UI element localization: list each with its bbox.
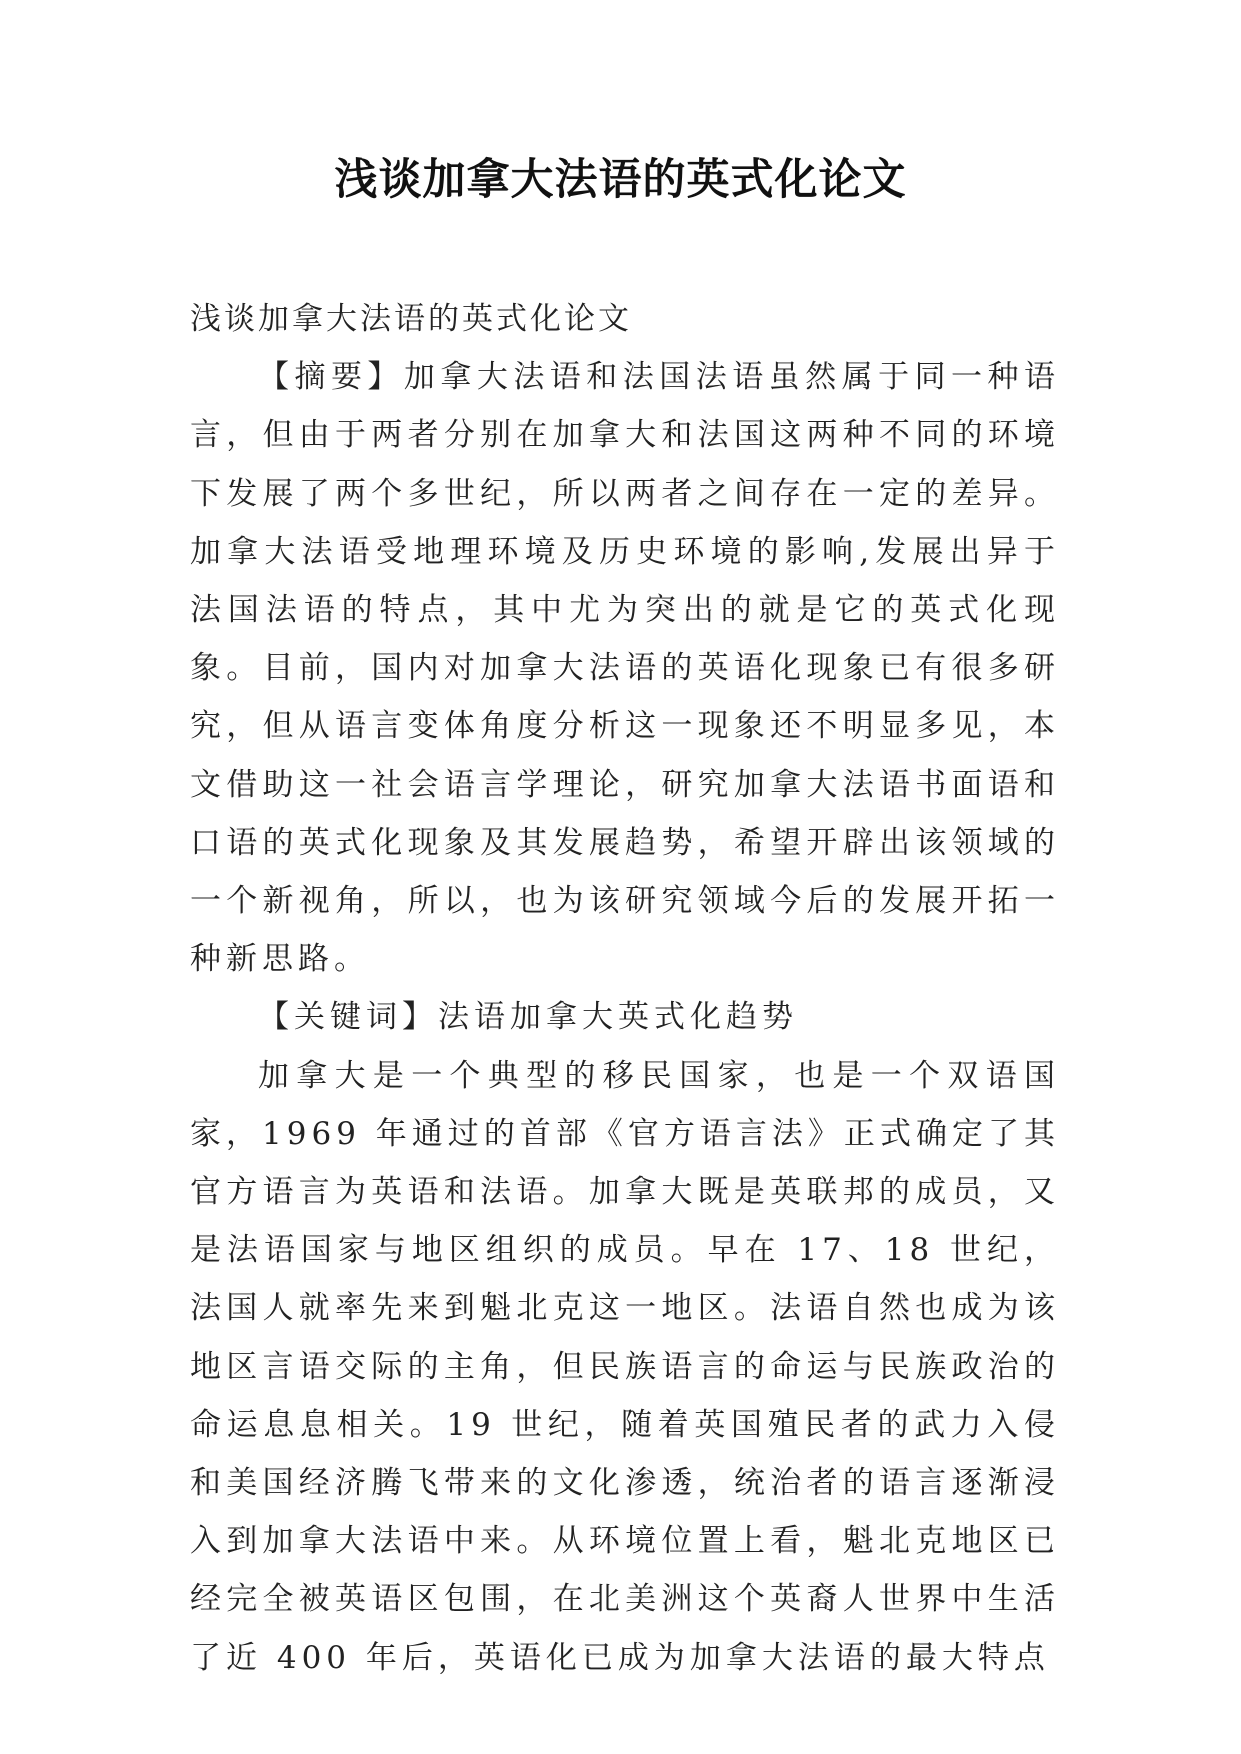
document-title: 浅谈加拿大法语的英式化论文 <box>334 155 907 205</box>
keywords-line: 【关键词】法语加拿大英式化趋势 <box>258 999 798 1036</box>
abstract-paragraph: 【摘要】加拿大法语和法国法语虽然属于同一种语言，但由于两者分别在加拿大和法国这两种不同的环境下发展了两个多世纪，所以两者之间存在一定的差异。加拿大法语受地理环境及历史环境的影响,发展出异于法国法语的特点，其中尤为突出的就是它的英式化现象。目前，国内对加拿大法语的英语化现象已有很多研究，但从语言变体角度分析这一现象还不明显多见，本文借助这一社会语言学理论，研究加拿大法语书面语和口语的英式化现象及其发展趋势，希望开辟出该领域的一个新视角，所以，也为该研究领域今后的发展开拓一种新思路。 <box>190 359 1060 978</box>
body-paragraph: 加拿大是一个典型的移民国家，也是一个双语国家，1969 年通过的首部《官方语言法》正式确定了其官方语言为英语和法语。加拿大既是英联邦的成员，又是法语国家与地区组织的成员。早在 17、18 世纪，法国人就率先来到魁北克这一地区。法语自然也成为该地区言语交际的主角，但民族语言的命运与民族政治的命运息息相关。19 世纪，随着英国殖民者的武力入侵和美国经济腾飞带来的文化渗透，统治者的语言逐渐浸入到加拿大法语中来。从环境位置上看，魁北克地区已经完全被英语区包围，在北美洲这个英裔人世界中生活了近 400 年后，英语化已成为加拿大法语的最大特点 <box>190 1057 1060 1676</box>
document-subtitle: 浅谈加拿大法语的英式化论文 <box>190 301 632 337</box>
document-body <box>190 290 1060 1687</box>
